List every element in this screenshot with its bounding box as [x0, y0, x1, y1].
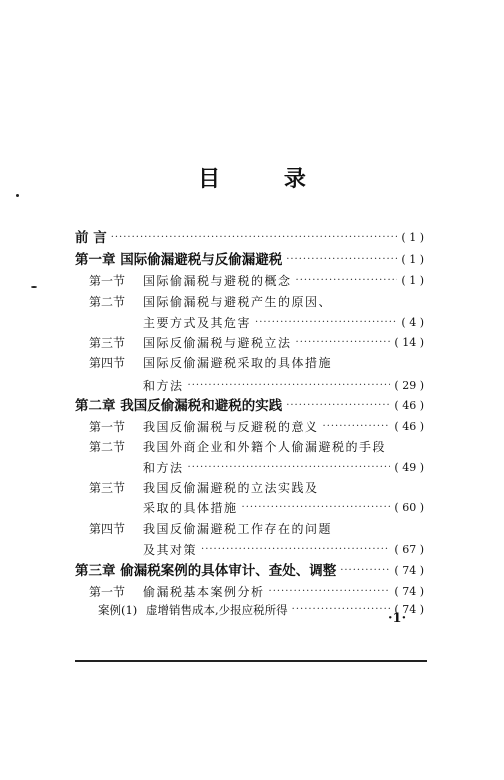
toc-section-number: 第二节 — [89, 440, 126, 454]
toc-page-number: ( 60 ) — [394, 501, 424, 514]
toc-leader-dots — [286, 397, 390, 415]
toc-entry — [89, 418, 424, 436]
toc-entry-title: 虚增销售成本,少报应税所得 — [146, 603, 288, 617]
toc-section-number: 第一节 — [89, 420, 126, 434]
toc-entry — [75, 562, 424, 580]
toc-leader-dots — [292, 601, 391, 619]
toc-section-number: 第二节 — [89, 295, 126, 309]
toc-entry-title: 偷漏税基本案例分析 — [143, 585, 265, 599]
toc-entry-title: 主要方式及其危害 — [143, 316, 252, 330]
toc-chapter-title: 第一章 国际偷漏避税与反偷漏避税 — [75, 252, 283, 268]
toc-leader-dots — [269, 583, 391, 601]
toc-page-number: ( 46 ) — [394, 420, 424, 433]
toc-leader-dots — [323, 418, 391, 436]
toc-section-number: 案例(1) — [98, 603, 138, 617]
toc-chapter-title: 前 言 — [75, 230, 107, 246]
toc-entry — [89, 583, 424, 601]
toc-page-number: ( 74 ) — [394, 564, 424, 577]
toc-page-number: ( 1 ) — [401, 274, 424, 287]
toc-entry — [75, 251, 424, 269]
toc-section-number: 第四节 — [89, 356, 126, 370]
toc-entry — [75, 229, 424, 247]
toc-section-number: 第一节 — [89, 585, 126, 599]
toc-page-number: ( 74 ) — [394, 585, 424, 598]
toc-leader-dots — [188, 459, 391, 477]
toc-entry — [89, 293, 424, 311]
toc-section-number: 第三节 — [89, 336, 126, 350]
toc-entry-title: 国际偷漏税与避税产生的原因、 — [143, 295, 333, 309]
toc-page-number: ( 29 ) — [394, 379, 424, 392]
toc-entry — [89, 520, 424, 538]
toc-chapter-title: 第二章 我国反偷漏税和避税的实践 — [75, 398, 283, 414]
toc-page-number: ( 4 ) — [401, 316, 424, 329]
toc-page-number: ( 49 ) — [394, 461, 424, 474]
toc-entry-title: 我国外商企业和外籍个人偷漏避税的手段 — [143, 440, 387, 454]
toc-section-number: 第四节 — [89, 522, 126, 536]
toc-entry-title: 和方法 — [143, 379, 184, 393]
toc-entry-title: 国际反偷漏避税采取的具体措施 — [143, 356, 333, 370]
toc-entry-title: 我国反偷漏避税的立法实践及 — [143, 481, 319, 495]
toc-entry — [89, 354, 424, 372]
toc-entry — [98, 601, 424, 619]
toc-entry — [75, 397, 424, 415]
toc-entry-title: 及其对策 — [143, 543, 198, 557]
toc-entry — [89, 272, 424, 290]
toc-leader-dots — [296, 272, 398, 290]
toc-entry-title: 采取的具体措施 — [143, 501, 238, 515]
toc-title: 目 录 — [198, 167, 334, 192]
scan-speck — [31, 286, 37, 288]
toc-entry — [143, 314, 424, 332]
toc-chapter-title: 第三章 偷漏税案例的具体审计、查处、调整 — [75, 563, 337, 579]
toc-page-number: ( 14 ) — [394, 336, 424, 349]
toc-leader-dots — [296, 334, 391, 352]
toc-entry — [143, 377, 424, 395]
toc-entry — [143, 541, 424, 559]
toc-entry-title: 我国反偷漏避税工作存在的问题 — [143, 522, 333, 536]
toc-leader-dots — [255, 314, 397, 332]
toc-entry-title: 国际反偷漏税与避税立法 — [143, 336, 292, 350]
toc-section-number: 第一节 — [89, 274, 126, 288]
page-bottom-rule — [75, 660, 427, 662]
toc-entry — [89, 438, 424, 456]
toc-leader-dots — [111, 229, 398, 247]
toc-leader-dots — [201, 541, 390, 559]
toc-page-number: ( 74 ) — [394, 603, 424, 616]
toc-leader-dots — [340, 562, 390, 580]
toc-entry — [143, 459, 424, 477]
toc-leader-dots — [242, 499, 391, 517]
toc-page-number: ( 1 ) — [401, 253, 424, 266]
toc-leader-dots — [188, 377, 391, 395]
page-number-footer: ·1· — [388, 611, 407, 626]
toc-entry — [89, 334, 424, 352]
scan-speck — [16, 194, 19, 197]
toc-page-number: ( 1 ) — [401, 231, 424, 244]
toc-entry-title: 国际偷漏税与避税的概念 — [143, 274, 292, 288]
toc-entry-title: 和方法 — [143, 461, 184, 475]
toc-entry — [143, 499, 424, 517]
toc-leader-dots — [286, 251, 397, 269]
toc-page-number: ( 46 ) — [394, 399, 424, 412]
toc-entry-title: 我国反偷漏税与反避税的意义 — [143, 420, 319, 434]
toc-section-number: 第三节 — [89, 481, 126, 495]
toc-entry — [89, 479, 424, 497]
toc-page-number: ( 67 ) — [394, 543, 424, 556]
